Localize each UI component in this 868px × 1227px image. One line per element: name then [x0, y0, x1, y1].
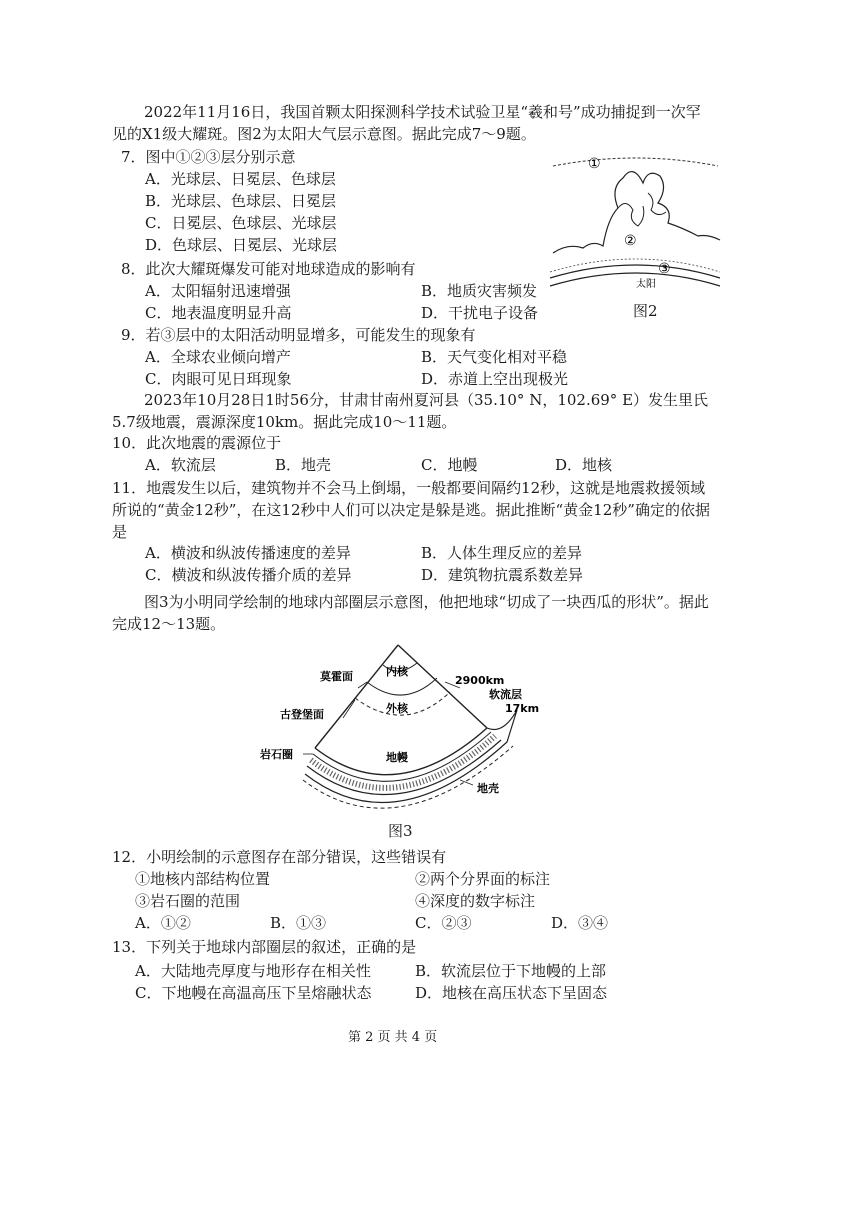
figure-3-gutenberg-label: 古登堡面 [280, 708, 324, 721]
q12-statement-4: ④深度的数字标注 [415, 892, 536, 910]
q12-statement-2: ②两个分界面的标注 [415, 870, 551, 888]
q8-option-b: B．地质灾害频发 [421, 282, 538, 300]
q7-option-a: A．光球层、日冕层、色球层 [145, 170, 336, 188]
figure-2-caption: 图2 [633, 302, 658, 320]
q9-option-c: C．肉眼可见日珥现象 [145, 370, 292, 388]
q7-option-d: D．色球层、日冕层、光球层 [145, 236, 338, 254]
q12-option-a: A．①② [135, 914, 191, 932]
q13-option-a: A．大陆地壳厚度与地形存在相关性 [135, 962, 371, 980]
figure-3-asthenosphere-label: 软流层 [489, 688, 522, 701]
figure-3-moho-label: 莫霍面 [320, 670, 353, 683]
figure-3-crust-label: 地壳 [477, 782, 499, 795]
q10-option-c: C．地幔 [421, 456, 478, 474]
q11-stem: 11．地震发生以后，建筑物并不会马上倒塌，一般都要间隔约12秒，这就是地震救援领域所说的“黄金12秒”，在这12秒中人们可以决定是躲是逃。据此推断“黄金12秒”确定的依据是 [112, 479, 710, 541]
q8-option-c: C．地表温度明显升高 [145, 304, 292, 322]
figure-2-label-3: ③ [658, 261, 671, 277]
q9-option-d: D．赤道上空出现极光 [421, 370, 569, 388]
figure-2-label-1: ① [588, 156, 601, 172]
figure-3-caption: 图3 [388, 822, 413, 840]
q10-option-d: D．地核 [555, 456, 613, 474]
intro-paragraph-1: 2022年11月16日，我国首颗太阳探测科学技术试验卫星“羲和号”成功捕捉到一次罕见的X1级大耀斑。图2为太阳大气层示意图。据此完成7～9题。 [112, 103, 701, 143]
q11-option-c: C．横波和纵波传播介质的差异 [145, 566, 352, 584]
q7-option-b: B．光球层、色球层、日冕层 [145, 192, 337, 210]
q12-statement-3: ③岩石圈的范围 [135, 892, 241, 910]
figure-2-label-2: ② [624, 233, 637, 249]
q13-option-c: C．下地幔在高温高压下呈熔融状态 [135, 984, 372, 1002]
q7-option-c: C．日冕层、色球层、光球层 [145, 214, 337, 232]
q12-stem: 12．小明绘制的示意图存在部分错误，这些错误有 [112, 848, 447, 866]
q12-option-d: D．③④ [551, 914, 609, 932]
q13-stem: 13．下列关于地球内部圈层的叙述，正确的是 [112, 938, 417, 956]
figure-3-mantle-label: 地幔 [386, 751, 408, 764]
q9-stem: 9．若③层中的太阳活动明显增多，可能发生的现象有 [121, 326, 476, 344]
q9-option-a: A．全球农业倾向增产 [145, 348, 291, 366]
q12-option-c: C．②③ [415, 914, 472, 932]
q8-option-d: D．干扰电子设备 [421, 304, 539, 322]
q12-option-b: B．①③ [270, 914, 327, 932]
q7-stem: 7．图中①②③层分别示意 [121, 148, 296, 166]
q12-statement-1: ①地核内部结构位置 [135, 870, 271, 888]
intro-paragraph-3: 图3为小明同学绘制的地球内部圈层示意图，他把地球“切成了一块西瓜的形状”。据此完成12～13题。 [112, 593, 709, 633]
figure-3-inner-core-label: 内核 [386, 665, 408, 678]
q10-stem: 10．此次地震的震源位于 [112, 434, 282, 452]
q11-option-a: A．横波和纵波传播速度的差异 [145, 544, 351, 562]
q13-option-d: D．地核在高压状态下呈固态 [415, 984, 608, 1002]
q11-option-b: B．人体生理反应的差异 [421, 544, 583, 562]
figure-2-sun-label: 太阳 [636, 279, 656, 290]
figure-3-earth-interior [255, 640, 540, 825]
figure-2-solar-atmosphere [548, 148, 723, 288]
figure-3-depth-17-label: 17km [505, 702, 540, 715]
q11-option-d: D．建筑物抗震系数差异 [421, 566, 584, 584]
q10-option-b: B．地壳 [275, 456, 332, 474]
q8-option-a: A．太阳辐射迅速增强 [145, 282, 291, 300]
intro-paragraph-2: 2023年10月28日1时56分，甘肃甘南州夏河县（35.10° N，102.69° E）发生里氏5.7级地震，震源深度10km。据此完成10～11题。 [112, 391, 709, 431]
figure-3-lithosphere-label: 岩石圈 [260, 748, 293, 761]
q10-option-a: A．软流层 [145, 456, 216, 474]
page-footer: 第 2 页 共 4 页 [348, 1030, 438, 1045]
q8-stem: 8．此次大耀斑爆发可能对地球造成的影响有 [121, 260, 416, 278]
q9-option-b: B．天气变化相对平稳 [421, 348, 568, 366]
figure-3-outer-core-label: 外核 [386, 702, 408, 715]
figure-3-depth-2900-label: 2900km [455, 674, 505, 687]
q13-option-b: B．软流层位于下地幔的上部 [415, 962, 607, 980]
